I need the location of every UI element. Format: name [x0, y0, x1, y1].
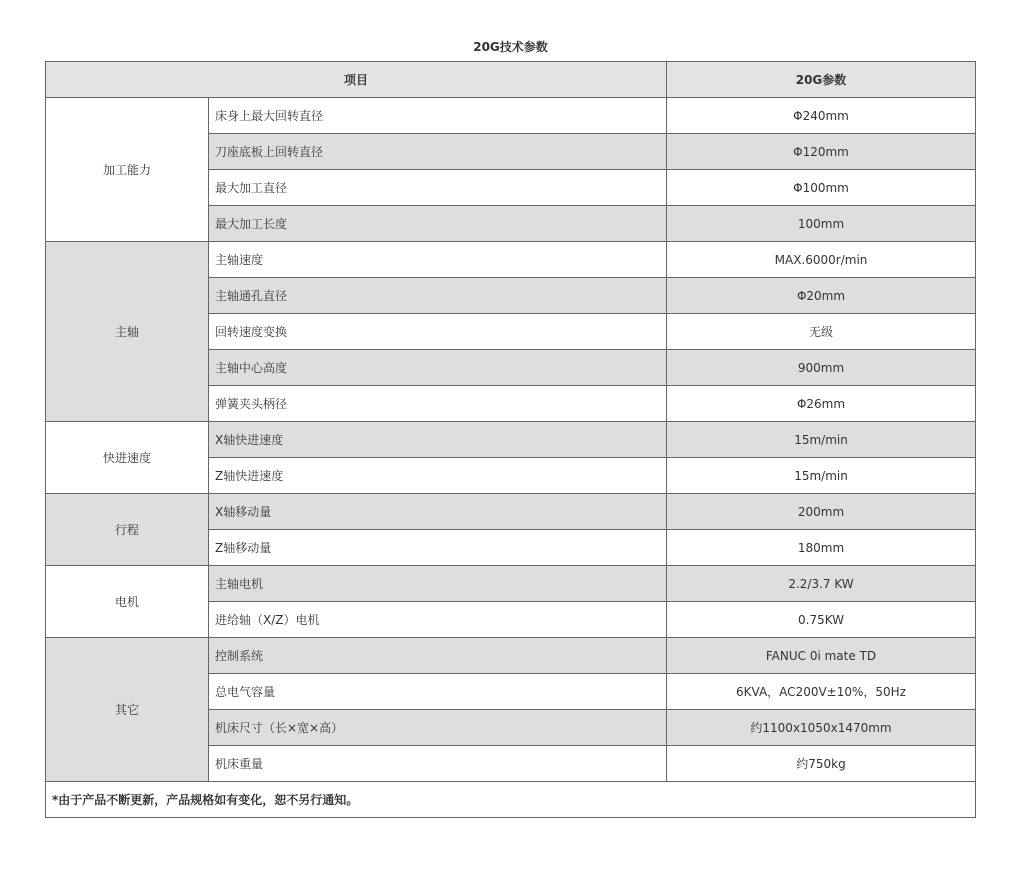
item-cell: 最大加工长度 — [209, 206, 667, 242]
value-cell: 0.75KW — [667, 602, 976, 638]
value-cell: 约750kg — [667, 746, 976, 782]
item-cell: 弹簧夹头柄径 — [209, 386, 667, 422]
item-cell: 床身上最大回转直径 — [209, 98, 667, 134]
item-cell: 控制系统 — [209, 638, 667, 674]
category-cell: 电机 — [46, 566, 209, 638]
item-cell: 主轴通孔直径 — [209, 278, 667, 314]
footnote: *由于产品不断更新，产品规格如有变化，恕不另行通知。 — [46, 782, 976, 818]
value-cell: 180mm — [667, 530, 976, 566]
category-cell: 加工能力 — [46, 98, 209, 242]
header-row — [46, 62, 976, 98]
item-cell: X轴快进速度 — [209, 422, 667, 458]
value-cell: Φ20mm — [667, 278, 976, 314]
item-cell: 主轴电机 — [209, 566, 667, 602]
value-cell: 100mm — [667, 206, 976, 242]
item-cell: 机床尺寸（长×宽×高） — [209, 710, 667, 746]
value-cell: 200mm — [667, 494, 976, 530]
item-cell: 主轴速度 — [209, 242, 667, 278]
item-cell: 进给轴（X/Z）电机 — [209, 602, 667, 638]
table-row — [46, 494, 976, 530]
value-cell: 15m/min — [667, 458, 976, 494]
category-cell: 快进速度 — [46, 422, 209, 494]
table-row — [46, 422, 976, 458]
value-cell: Φ240mm — [667, 98, 976, 134]
item-cell: 总电气容量 — [209, 674, 667, 710]
item-cell: Z轴快进速度 — [209, 458, 667, 494]
item-cell: 刀座底板上回转直径 — [209, 134, 667, 170]
category-cell: 其它 — [46, 638, 209, 782]
value-cell: FANUC 0i mate TD — [667, 638, 976, 674]
header-value: 20G参数 — [667, 62, 976, 98]
category-cell: 主轴 — [46, 242, 209, 422]
value-cell: Φ26mm — [667, 386, 976, 422]
header-item: 项目 — [46, 62, 667, 98]
item-cell: 机床重量 — [209, 746, 667, 782]
item-cell: 回转速度变换 — [209, 314, 667, 350]
value-cell: 900mm — [667, 350, 976, 386]
item-cell: Z轴移动量 — [209, 530, 667, 566]
category-cell: 行程 — [46, 494, 209, 566]
item-cell: X轴移动量 — [209, 494, 667, 530]
table-row — [46, 98, 976, 134]
spec-body — [46, 98, 976, 782]
spec-table — [45, 61, 976, 818]
footnote-row — [46, 782, 976, 818]
table-row — [46, 566, 976, 602]
value-cell: 约1100x1050x1470mm — [667, 710, 976, 746]
value-cell: Φ120mm — [667, 134, 976, 170]
value-cell: 15m/min — [667, 422, 976, 458]
item-cell: 主轴中心高度 — [209, 350, 667, 386]
table-caption: 20G技术参数 — [473, 40, 548, 54]
value-cell: 2.2/3.7 KW — [667, 566, 976, 602]
value-cell: 6KVA，AC200V±10%，50Hz — [667, 674, 976, 710]
table-row — [46, 638, 976, 674]
value-cell: 无级 — [667, 314, 976, 350]
table-row — [46, 242, 976, 278]
value-cell: MAX.6000r/min — [667, 242, 976, 278]
value-cell: Φ100mm — [667, 170, 976, 206]
item-cell: 最大加工直径 — [209, 170, 667, 206]
